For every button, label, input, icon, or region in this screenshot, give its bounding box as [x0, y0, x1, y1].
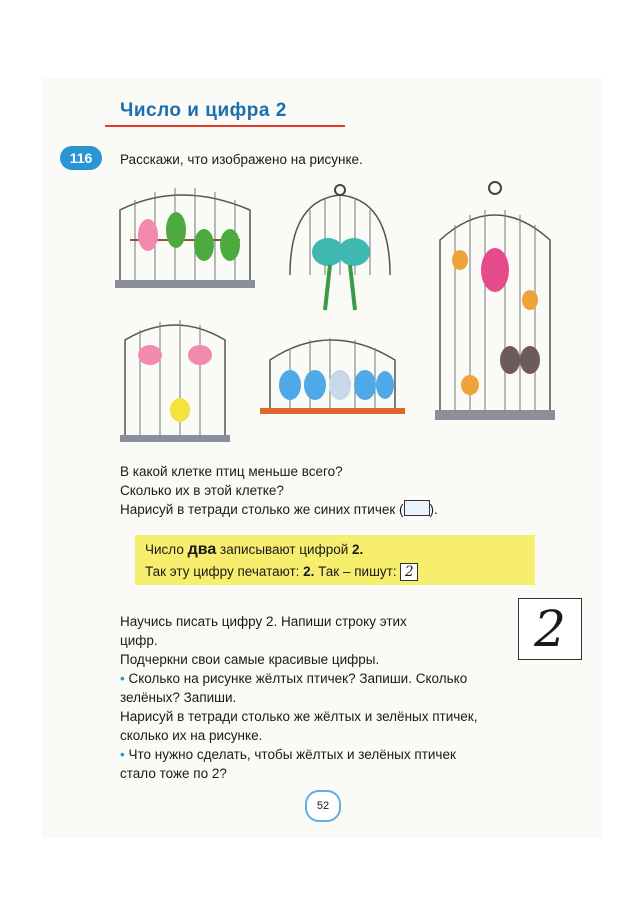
- task-prompt: Расскажи, что изображено на рисунке.: [120, 152, 363, 167]
- task-number-badge: 116: [60, 146, 102, 170]
- cage-pink-yellow-birds: [120, 320, 230, 442]
- title-underline: [105, 125, 345, 127]
- info-line-2: [145, 563, 418, 581]
- exercise-line-6: Нарисуй в тетради столько же жёлтых и зелёных птичек,: [120, 709, 478, 724]
- question-1: В какой клетке птиц меньше всего?: [120, 464, 343, 479]
- bird-cages-illustration: [110, 180, 580, 450]
- cage-blue-birds: [260, 338, 405, 414]
- info-digit: 2.: [303, 564, 315, 579]
- exercise-line-5: зелёных? Запиши.: [120, 690, 237, 705]
- question-3: Нарисуй в тетради столько же синих птичек (: [120, 502, 404, 517]
- writing-sample-digit: 2: [534, 600, 566, 658]
- info-text: Так – пишут:: [314, 564, 401, 579]
- exercise-line-7: сколько их на рисунке.: [120, 728, 263, 743]
- exercise-line-3: Подчеркни свои самые красивые цифры.: [120, 652, 380, 667]
- info-box: [135, 535, 535, 585]
- exercise-line-4-row: [120, 669, 467, 688]
- question-2: Сколько их в этой клетке?: [120, 483, 284, 498]
- exercise-line-4: Сколько на рисунке жёлтых птичек? Запиши. Сколько: [128, 671, 468, 686]
- exercise-line-8: Что нужно сделать, чтобы жёлтых и зелёных птичек: [128, 747, 456, 762]
- cage-teal-birds: [290, 185, 390, 310]
- page-title: Число и цифра 2: [120, 100, 287, 121]
- question-3-end: ).: [429, 502, 438, 517]
- info-word-two: два: [187, 541, 217, 558]
- cage-parrot: [435, 182, 555, 420]
- cage-pink-green-birds: [115, 188, 255, 288]
- bullet: •: [120, 747, 125, 762]
- exercise-line-2: цифр.: [120, 633, 158, 648]
- exercise-line-9: стало тоже по 2?: [120, 766, 227, 781]
- page-number: 52: [305, 790, 341, 822]
- writing-sample-box: [518, 598, 582, 660]
- exercise-line-8-row: [120, 745, 456, 764]
- blue-bird-icon: [404, 500, 430, 516]
- question-3-line: [120, 500, 438, 519]
- info-text: Число: [145, 542, 188, 557]
- info-text: записывают цифрой: [216, 542, 352, 557]
- bullet: •: [120, 671, 125, 686]
- info-digit: 2.: [352, 542, 364, 557]
- info-line-1: [145, 541, 363, 559]
- exercise-line-1: Научись писать цифру 2. Напиши строку этих: [120, 614, 407, 629]
- info-text: Так эту цифру печатают:: [145, 564, 304, 579]
- handwritten-two: 2: [400, 563, 418, 581]
